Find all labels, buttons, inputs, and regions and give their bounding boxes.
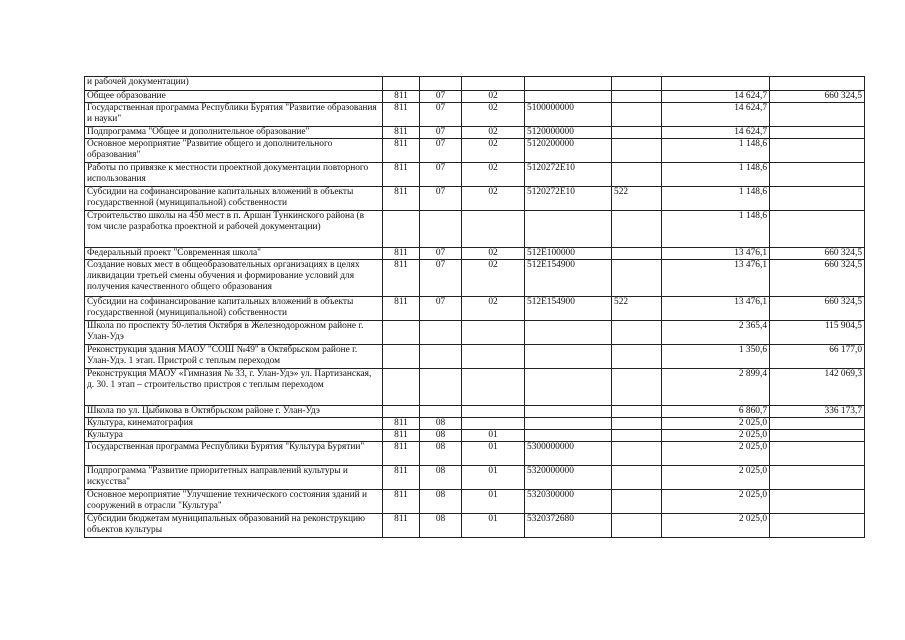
cell-grbs: 811 [383,260,420,297]
cell-expense-type [612,490,662,514]
table-body [85,77,865,538]
cell-grbs: 811 [383,466,420,490]
table-row [85,211,865,248]
cell-name: Школа по проспекту 50-летия Октября в Железнодорожном районе г. Улан-Удэ [85,321,383,345]
cell-section: 07 [420,163,462,187]
cell-grbs: 811 [383,430,420,442]
cell-grbs: 811 [383,127,420,139]
cell-target-article: 5320000000 [525,466,612,490]
cell-section: 07 [420,248,462,260]
cell-amount-1: 2 899,4 [662,369,770,406]
cell-section: 08 [420,466,462,490]
cell-expense-type [612,91,662,103]
cell-name: Субсидии бюджетам муниципальных образований на реконструкцию объектов культуры [85,514,383,538]
cell-subsection [462,77,525,91]
cell-expense-type [612,321,662,345]
cell-name: Общее образование [85,91,383,103]
cell-amount-1: 2 025,0 [662,442,770,466]
cell-name: Реконструкция здания МАОУ "СОШ №49" в Октябрьском районе г. Улан-Удэ. 1 этап. Пристрой с теплым переходом [85,345,383,369]
cell-expense-type: 522 [612,297,662,321]
cell-amount-1: 6 860,7 [662,406,770,418]
cell-amount-2 [770,187,865,211]
cell-grbs: 811 [383,418,420,430]
cell-amount-1: 2 025,0 [662,430,770,442]
cell-subsection: 02 [462,297,525,321]
cell-expense-type [612,430,662,442]
table-row [85,248,865,260]
cell-name: Субсидии на софинансирование капитальных вложений в объекты государственной (муниципальной) собственности [85,297,383,321]
table-row [85,91,865,103]
cell-amount-2 [770,514,865,538]
cell-amount-2: 660 324,5 [770,297,865,321]
cell-subsection: 02 [462,260,525,297]
cell-subsection: 01 [462,430,525,442]
cell-amount-2 [770,430,865,442]
cell-subsection: 02 [462,127,525,139]
cell-subsection [462,321,525,345]
cell-target-article: 512E154900 [525,260,612,297]
cell-amount-1: 14 624,7 [662,103,770,127]
cell-expense-type [612,260,662,297]
cell-section [420,321,462,345]
cell-amount-2: 660 324,5 [770,248,865,260]
cell-amount-1: 13 476,1 [662,297,770,321]
cell-target-article [525,369,612,406]
cell-amount-2: 66 177,0 [770,345,865,369]
cell-amount-1: 1 148,6 [662,139,770,163]
cell-grbs: 811 [383,490,420,514]
table-row [85,260,865,297]
cell-section: 07 [420,127,462,139]
table-row [85,187,865,211]
cell-target-article [525,345,612,369]
cell-grbs [383,77,420,91]
cell-subsection: 02 [462,139,525,163]
cell-section [420,211,462,248]
cell-amount-1: 14 624,7 [662,91,770,103]
table-row [85,430,865,442]
cell-grbs [383,345,420,369]
cell-target-article [525,430,612,442]
cell-expense-type [612,345,662,369]
table-row [85,514,865,538]
cell-target-article [525,406,612,418]
table-row [85,297,865,321]
budget-table [84,76,865,538]
table-row [85,127,865,139]
cell-subsection [462,418,525,430]
cell-grbs [383,369,420,406]
cell-amount-2 [770,466,865,490]
table-row [85,406,865,418]
cell-amount-1: 13 476,1 [662,260,770,297]
cell-subsection: 01 [462,466,525,490]
table-row [85,345,865,369]
cell-name: Культура, кинематография [85,418,383,430]
cell-expense-type [612,369,662,406]
table-row [85,369,865,406]
cell-amount-1: 2 365,4 [662,321,770,345]
cell-amount-1: 1 148,6 [662,211,770,248]
table-row [85,77,865,91]
cell-expense-type [612,163,662,187]
cell-section [420,77,462,91]
cell-expense-type [612,248,662,260]
cell-target-article: 512E154900 [525,297,612,321]
cell-amount-2: 142 069,3 [770,369,865,406]
cell-section: 08 [420,514,462,538]
cell-section: 07 [420,187,462,211]
cell-subsection: 02 [462,248,525,260]
cell-section: 08 [420,442,462,466]
cell-name: Подпрограмма "Общее и дополнительное образование" [85,127,383,139]
cell-subsection: 01 [462,442,525,466]
cell-expense-type [612,466,662,490]
cell-target-article: 5120200000 [525,139,612,163]
table-row [85,139,865,163]
cell-subsection [462,345,525,369]
cell-name: Школа по ул. Цыбикова в Октябрьском районе г. Улан-Удэ [85,406,383,418]
cell-subsection [462,369,525,406]
cell-amount-2 [770,127,865,139]
cell-name: Создание новых мест в общеобразовательных организациях в целях ликвидации третьей смены обучения и формирование условий для получения качественного общего образования [85,260,383,297]
cell-amount-1: 2 025,0 [662,466,770,490]
cell-target-article: 5120272E10 [525,163,612,187]
cell-amount-2 [770,103,865,127]
cell-expense-type [612,211,662,248]
cell-grbs: 811 [383,91,420,103]
cell-section [420,406,462,418]
cell-grbs [383,406,420,418]
table-row [85,442,865,466]
cell-subsection: 02 [462,187,525,211]
cell-amount-2 [770,418,865,430]
cell-amount-1 [662,77,770,91]
cell-amount-1: 2 025,0 [662,418,770,430]
cell-grbs: 811 [383,514,420,538]
cell-name: и рабочей документации) [85,77,383,91]
cell-name: Федеральный проект "Современная школа" [85,248,383,260]
cell-amount-2 [770,211,865,248]
cell-section [420,369,462,406]
cell-expense-type [612,139,662,163]
cell-amount-2 [770,442,865,466]
cell-section [420,345,462,369]
cell-grbs: 811 [383,248,420,260]
cell-amount-1: 1 148,6 [662,187,770,211]
cell-subsection: 02 [462,103,525,127]
table-row [85,163,865,187]
cell-grbs: 811 [383,187,420,211]
cell-name: Реконструкция МАОУ «Гимназия № 33, г. Улан-Удэ» ул. Партизанская, д. 30. 1 этап – строительство пристроя с теплым переходом [85,369,383,406]
cell-target-article [525,91,612,103]
cell-grbs: 811 [383,297,420,321]
table-row [85,321,865,345]
cell-amount-2: 660 324,5 [770,260,865,297]
cell-section: 07 [420,297,462,321]
table-row [85,466,865,490]
cell-target-article: 5320300000 [525,490,612,514]
cell-expense-type [612,514,662,538]
cell-amount-1: 13 476,1 [662,248,770,260]
cell-target-article: 5120272E10 [525,187,612,211]
cell-grbs: 811 [383,163,420,187]
cell-section: 07 [420,260,462,297]
cell-target-article [525,321,612,345]
cell-amount-2: 336 173,7 [770,406,865,418]
cell-grbs: 811 [383,103,420,127]
cell-expense-type [612,127,662,139]
cell-name: Подпрограмма "Развитие приоритетных направлений культуры и искусства" [85,466,383,490]
cell-amount-1: 2 025,0 [662,490,770,514]
cell-amount-1: 2 025,0 [662,514,770,538]
cell-section: 08 [420,418,462,430]
cell-expense-type [612,103,662,127]
cell-grbs: 811 [383,442,420,466]
cell-name: Основное мероприятие "Развитие общего и дополнительного образования" [85,139,383,163]
cell-target-article [525,211,612,248]
cell-grbs: 811 [383,139,420,163]
cell-expense-type [612,442,662,466]
cell-subsection: 01 [462,490,525,514]
cell-subsection: 01 [462,514,525,538]
cell-target-article: 5320372680 [525,514,612,538]
cell-amount-1: 1 350,6 [662,345,770,369]
table-row [85,490,865,514]
cell-amount-2 [770,490,865,514]
cell-amount-2: 660 324,5 [770,91,865,103]
cell-section: 07 [420,91,462,103]
cell-expense-type [612,418,662,430]
cell-subsection [462,406,525,418]
cell-section: 08 [420,490,462,514]
cell-expense-type: 522 [612,187,662,211]
cell-name: Государственная программа Республики Бурятия "Развитие образования и науки" [85,103,383,127]
cell-name: Строительство школы на 450 мест в п. Аршан Тункинского района (в том числе разработка проектной и рабочей документации) [85,211,383,248]
cell-expense-type [612,77,662,91]
cell-name: Государственная программа Республики Бурятия "Культура Бурятии" [85,442,383,466]
cell-name: Основное мероприятие "Улучшение технического состояния зданий и сооружений в отрасли "Культура" [85,490,383,514]
cell-name: Субсидии на софинансирование капитальных вложений в объекты государственной (муниципальной) собственности [85,187,383,211]
cell-expense-type [612,406,662,418]
cell-target-article: 512E100000 [525,248,612,260]
cell-section: 07 [420,139,462,163]
table-row [85,418,865,430]
cell-target-article: 5100000000 [525,103,612,127]
cell-subsection: 02 [462,91,525,103]
cell-target-article: 5120000000 [525,127,612,139]
cell-name: Культура [85,430,383,442]
cell-section: 08 [420,430,462,442]
cell-amount-1: 1 148,6 [662,163,770,187]
cell-section: 07 [420,103,462,127]
cell-amount-2 [770,139,865,163]
cell-amount-2 [770,163,865,187]
cell-grbs [383,211,420,248]
cell-amount-1: 14 624,7 [662,127,770,139]
cell-target-article: 5300000000 [525,442,612,466]
cell-target-article [525,77,612,91]
cell-subsection [462,211,525,248]
table-row [85,103,865,127]
cell-amount-2: 115 904,5 [770,321,865,345]
cell-name: Работы по привязке к местности проектной документации повторного использования [85,163,383,187]
cell-subsection: 02 [462,163,525,187]
cell-grbs [383,321,420,345]
cell-amount-2 [770,77,865,91]
cell-target-article [525,418,612,430]
